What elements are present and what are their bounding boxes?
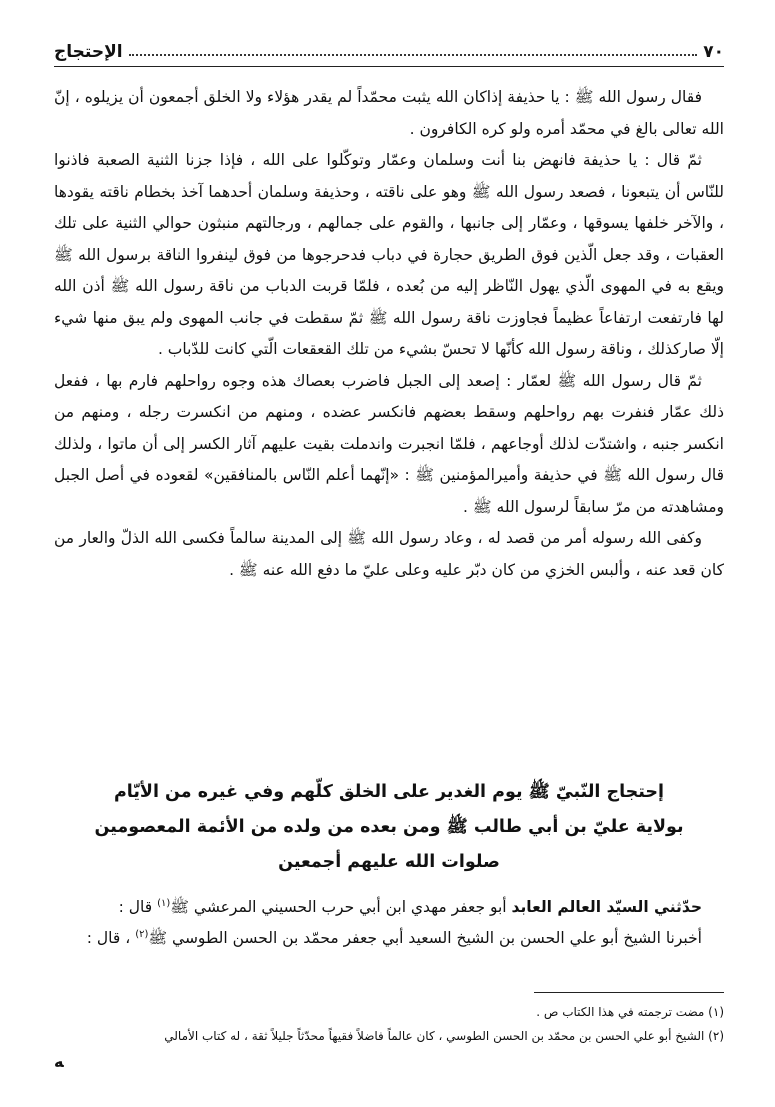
header-rule bbox=[54, 66, 724, 67]
section-heading-line: بولاية عليّ بن أبي طالب ﷺ ومن بعده من ولده من الأئمة المعصومين bbox=[94, 817, 684, 837]
footnote: (١) مضت ترجمته في هذا الكتاب ص . bbox=[536, 1005, 724, 1019]
main-text bbox=[54, 82, 724, 586]
footnote-ref-2[interactable]: (٢) bbox=[135, 928, 149, 940]
section-heading-line: صلوات الله عليهم أجمعين bbox=[278, 852, 500, 872]
book-page bbox=[54, 30, 724, 1075]
hadith-lead: حدّثني السيّد العالم العابد bbox=[511, 898, 702, 916]
continuation-mark: ﻪ bbox=[54, 1052, 64, 1071]
hadith-said-2: ، قال : bbox=[86, 929, 131, 947]
running-title: الإحتجاج bbox=[54, 42, 123, 62]
footnote-rule bbox=[534, 992, 724, 993]
paragraph: ثمّ قال رسول الله ﷺ لعمّار : إصعد إلى الجبل فاضرب بعصاك هذه وجوه رواحلهم فارم بها ، ففعل ذلك عمّار فنفرت بهم رواحلهم وسقط بعضهم فانكسر عضده ، ومنهم من انكسرت رجله ، ومنهم من انكسر جنبه ، واشتدّت لذلك أوجاعهم ، فلمّا انجبرت واندملت بقيت عليهم آثار الكسر إلى أن ماتوا ، ولذلك قال رسول الله ﷺ في حذيفة وأميرالمؤمنين ﷺ : «إنّهما أعلم النّاس بالمنافقين» لقعوده في أصل الجبل ومشاهدته من مرّ سابقاً لرسول الله ﷺ . bbox=[54, 371, 724, 516]
footnote-ref-1[interactable]: (١) bbox=[157, 897, 171, 909]
paragraph: ثمّ قال : يا حذيفة فانهض بنا أنت وسلمان وعمّار وتوكّلوا على الله ، فإذا جزنا الثنية الصعبة فاذنوا للنّاس أن يتبعونا ، فصعد رسول الله ﷺ وهو على ناقته ، وحذيفة وسلمان أحدهما آخذ بخطام ناقته يقودها ، والآخر خلفها يسوقها ، وعمّار إلى جانبها ، والقوم على جمالهم ، ورجالتهم منبثون حوالي الثنية على تلك العقبات ، وقد جعل الّذين فوق الطريق حجارة في دباب فدحرجوها من فوق لينفروا الناقة برسول الله ﷺ ويقع به في المهوى الّذي يهول النّاظر إليه من بُعده ، فلمّا قربت الدباب من ناقة رسول الله ﷺ أذن الله لها فارتفعت ارتفاعاً عظيماً فجاوزت ناقة رسول الله ﷺ ثمّ سقطت في جانب المهوى ولم يبق منها شيء إلّا صاركذلك ، وناقة رسول الله كأنّها لا تحسّ بشيء من تلك القعقعات الّتي كانت للدّباب . bbox=[54, 151, 724, 358]
running-header bbox=[54, 30, 724, 62]
page-number: ٧٠ bbox=[703, 42, 724, 62]
hadith-narrator-2: أخبرنا الشيخ أبو علي الحسن بن الشيخ السعيد أبي جعفر محمّد بن الحسن الطوسي ﷺ bbox=[148, 929, 702, 947]
hadith-said-1: قال : bbox=[118, 898, 153, 916]
section-heading-line: إحتجاج النّبيّ ﷺ يوم الغدير على الخلق كلّهم وفي غيره من الأيّام bbox=[113, 782, 665, 802]
paragraph: وكفى الله رسوله أمر من قصد له ، وعاد رسول الله ﷺ إلى المدينة سالماً فكسى الله الذلّ والعار من كان قعد عنه ، وألبس الخزي من كان دبّر عليه وعلى عليّ ما دفع الله عنه ﷺ . bbox=[54, 529, 724, 579]
paragraph: فقال رسول الله ﷺ : يا حذيفة إذاكان الله يثبت محمّداً لم يقدر هؤلاء ولا الخلق أجمعون أن يزيلوه ، إنّ الله تعالى بالغ في محمّد أمره ولو كره الكافرون . bbox=[54, 88, 724, 138]
footnotes bbox=[54, 1000, 724, 1048]
footnote: (٢) الشيخ أبو علي الحسن بن محمّد بن الحسن الطوسي ، كان عالماً فاضلاً فقيهاً محدّثاً جليلاً ثقة ، له كتاب الأمالي bbox=[164, 1029, 724, 1043]
section-heading bbox=[54, 775, 724, 880]
hadith-line-2 bbox=[54, 923, 724, 954]
hadith-narrator-1: أبو جعفر مهدي ابن أبي حرب الحسيني المرعشي ﷺ bbox=[170, 898, 507, 916]
hadith-chain bbox=[54, 892, 724, 954]
hadith-line-1 bbox=[54, 892, 724, 923]
header-dot-leader bbox=[129, 53, 698, 56]
